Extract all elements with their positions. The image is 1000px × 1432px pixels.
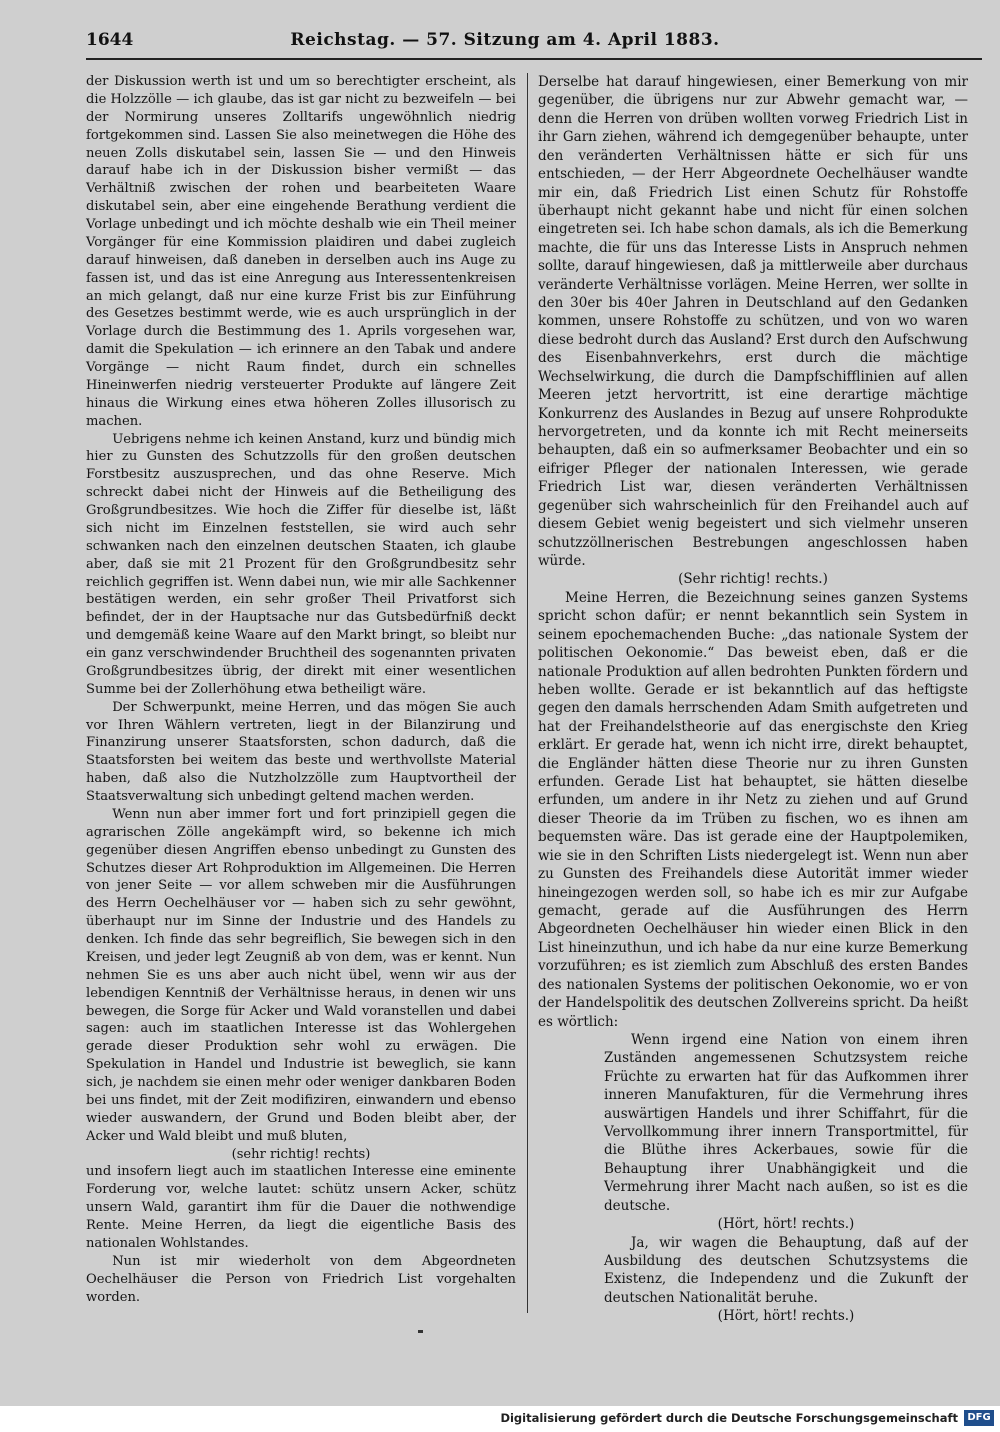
page-number: 1644 <box>86 30 134 50</box>
paragraph: Wenn nun aber immer fort und fort prinzipiell gegen die agrarischen Zölle angekämpft wird, so bekenne ich mich gegenüber diesen Angriffen ebenso unbedingt zu Gunsten des Schutzes dieser Art Rohproduktion im Allgemeinen. Die Herren von jener Seite — vor allem schweben mir die Ausführungen des Herrn Oechelhäuser vor — haben sich zu sehr gewöhnt, überhaupt nur im Sinne der Industrie und des Handels zu denken. Ich finde das sehr begreiflich, Sie bewegen sich in den Kreisen, und jeder legt Zeugniß ab von dem, was er kennt. Nun nehmen Sie es uns aber auch nicht übel, wenn wir aus der lebendigen Kenntniß der Verhältnisse heraus, in denen wir uns bewegen, die Sorge für Acker und Wald voranstellen und dabei sagen: auch im staatlichen Interesse ist das Wohlergehen gerade dieser Produktion sehr wohl zu erwägen. Die Spekulation in Handel und Industrie ist beweglich, sie kann sich, je nachdem sie einen mehr oder weniger dankbaren Boden bei uns findet, mit der Zeit modifiziren, einwandern und ebenso wieder auswandern, der Grund und Boden bleibt aber, der Acker und Wald bleibt und muß bluten, <box>86 806 516 1144</box>
paragraph: Ja, wir wagen die Behauptung, daß auf der Ausbildung des deutschen Schutzsystems die Existenz, die Independenz und die Zukunft der deutschen Nationalität beruhe. <box>604 1234 968 1306</box>
footer-bar <box>0 1406 1000 1432</box>
interjection: (Sehr richtig! rechts.) <box>678 571 828 588</box>
paragraph: Wenn irgend eine Nation von einem ihren Zuständen angemessenen Schutzsystem reiche Früchte zu erwarten hat für das Aufkommen ihrer inneren Manufakturen, für die Vermehrung ihres auswärtigen Handels und ihrer Schiffahrt, für die Vervollkommung ihrer innern Transportmittel, für die Blüthe ihres Ackerbaues, sowie für die Behauptung ihrer Unabhängigkeit und die Vermehrung ihrer Macht nach außen, so ist es die deutsche. <box>604 1031 968 1214</box>
interjection: (Hört, hört! rechts.) <box>717 1216 855 1233</box>
footer-credit: Digitalisierung gefördert durch die Deutsche Forschungsgemeinschaft <box>500 1411 958 1425</box>
paragraph: Der Schwerpunkt, meine Herren, und das mögen Sie auch vor Ihren Wählern vertreten, liegt in der Bilanzirung und Finanzirung unserer Staatsforsten, schon dadurch, daß die Staatsforsten bei weitem das beste und werthvollste Material haben, daß also die Nutzholzzölle zum Hauptvortheil der Staatsverwaltung sich unbedingt geltend machen werden. <box>86 699 516 804</box>
interjection: (Hört, hört! rechts.) <box>717 1308 855 1325</box>
dfg-logo: DFG <box>964 1410 994 1426</box>
header-rule <box>86 58 982 60</box>
page-mark <box>418 1330 423 1333</box>
left-text-column <box>86 73 516 1306</box>
paragraph: Meine Herren, die Bezeichnung seines ganzen Systems spricht schon dafür; er nennt bekanntlich sein System in seinem epochemachenden Buche: „das nationale System der politischen Oekonomie.“ Das beweist eben, daß er die nationale Produktion auf allen bedrohten Punkten fördern und heben wollte. Gerade er ist bekanntlich auf das heftigste gegen den damals herrschenden Adam Smith aufgetreten und hat der Freihandelstheorie auf das energischste den Krieg erklärt. Er gerade hat, wenn ich nicht irre, direkt behauptet, die Engländer hätten diese Theorie nur zu ihren Gunsten erfunden. Gerade List hat behauptet, sie hätten dieselbe erfunden, um andere in ihr Netz zu ziehen und auf Grund dieser Theorie da im Trüben zu fischen, wo es ihnen am bequemsten wäre. Das ist gerade eine der Hauptpolemiken, wie sie in den Schriften Lists niedergelegt ist. Wenn nun aber zu Gunsten des Freihandels diese Autorität immer wieder hineingezogen werden soll, so habe ich es mir zur Aufgabe gemacht, gerade auf die Ausführungen des Herrn Abgeordneten Oechelhäuser hin wieder einen Blick in den List hineinzuthun, und ich habe da nur eine kurze Bemerkung vorzuführen; es ist ziemlich zum Abschluß des ersten Bandes des nationalen Systems der politischen Oekonomie, wo er von der Handelspolitik des deutschen Zollvereins spricht. Da heißt es wörtlich: <box>538 589 968 1030</box>
paragraph: der Diskussion werth ist und um so berechtigter erscheint, als die Holzzölle — ich glaube, das ist gar nicht zu bezweifeln — bei der Normirung unseres Zolltarifs ungewöhnlich niedrig fortgekommen sind. Lassen Sie also meinetwegen die Höhe des neuen Zolls diskutabel sein, lassen Sie — und den Hinweis darauf habe ich in der Diskussion bisher vermißt — das Verhältniß zwischen der rohen und bearbeiteten Waare diskutabel sein, aber eine eingehende Berathung verdient die Vorlage unbedingt und ich möchte deshalb wie ein Theil meiner Vorgänger für eine Kommission plaidiren und dabei zugleich darauf hinweisen, daß daneben in derselben auch ins Auge zu fassen ist, und das ist eine Anregung aus Interessentenkreisen an mich gelangt, daß nur eine kurze Frist bis zur Einführung des Gesetzes bestimmt werde, wie es auch ursprünglich in der Vorlage durch die Bestimmung des 1. Aprils vorgesehen war, damit die Spekulation — ich erinnere an den Tabak und andere Vorgänge — nicht Raum findet, durch ein schnelles Hineinwerfen niedrig versteuerter Produkte auf längere Zeit hinaus die Wirkung eines etwa höheren Zolles illusorisch zu machen. <box>86 74 516 429</box>
paragraph: und insofern liegt auch im staatlichen Interesse eine eminente Forderung vor, welche lautet: schütz unsern Acker, schütz unsern Wald, garantirt ihm für die Dauer die nothwendige Rente. Meine Herren, da liegt die eigentliche Basis des nationalen Wohlstandes. <box>86 1164 516 1251</box>
paragraph: Nun ist mir wiederholt von dem Abgeordneten Oechelhäuser die Person von Friedrich List vorgehalten worden. <box>86 1253 516 1305</box>
running-header <box>86 30 924 58</box>
right-text-column <box>538 73 968 1326</box>
header-title: Reichstag. — 57. Sitzung am 4. April 1883. <box>290 30 720 50</box>
paragraph: Derselbe hat darauf hingewiesen, einer Bemerkung von mir gegenüber, die übrigens nur zur Abwehr gemacht war, — denn die Herren von drüben wollten vorweg Friedrich List in ihr Garn ziehen, während ich demgegenüber behaupte, unter den veränderten Verhältnissen hätte er sich für uns entschieden, — der Herr Abgeordnete Oechelhäuser wandte mir ein, daß Friedrich List einen Schutz für Rohstoffe überhaupt nicht gekannt habe und nicht für einen solchen eingetreten sei. Ich habe schon damals, als ich die Bemerkung machte, die für uns das Interesse Lists in Anspruch nehmen sollte, darauf hingewiesen, daß ja mittlerweile aber durchaus veränderte Verhältnisse vorlägen. Meine Herren, wer sollte in den 30er bis 40er Jahren in Deutschland auf den Gedanken kommen, unsere Rohstoffe zu schützen, und von wo waren diese bedroht durch das Ausland? Erst durch den Aufschwung des Eisenbahnverkehrs, erst durch die mächtige Wechselwirkung, die durch die Dampfschifflinien auf allen Meeren jetzt hervortritt, ist eine derartige mächtige Konkurrenz des Auslandes in Bezug auf unsere Rohprodukte hervorgetreten, und da konnte ich mit Recht meinerseits behaupten, daß ein so aufmerksamer Beobachter und ein so eifriger Pfleger der nationalen Interessen, wie gerade Friedrich List war, diesen veränderten Verhältnissen gegenüber sich wahrscheinlich für den Freihandel auch auf diesem Gebiet wenig begeistert und sich vielmehr unseren schutzzöllnerischen Bestrebungen angeschlossen haben würde. <box>538 74 968 569</box>
interjection: (sehr richtig! rechts) <box>231 1146 371 1162</box>
column-divider <box>527 73 528 1313</box>
paragraph: Uebrigens nehme ich keinen Anstand, kurz und bündig mich hier zu Gunsten des Schutzzolls für den großen deutschen Forstbesitz auszusprechen, und das ohne Reserve. Mich schreckt dabei nicht der Hinweis auf die Betheiligung des Großgrundbesitzes. Wie hoch die Ziffer für dieselbe ist, läßt sich nicht im Einzelnen feststellen, sie wird auch sehr schwanken nach den einzelnen deutschen Staaten, ich glaube aber, daß sie mit 21 Prozent für den Großgrundbesitz sehr reichlich gegriffen ist. Wenn dabei nun, wie mir alle Sachkenner bestätigen werden, ein sehr großer Theil Privatforst sich befindet, der in der Hauptsache nur das Gutsbedürfniß deckt und demgemäß keine Waare auf den Markt bringt, so bleibt nur ein ganz verschwindender Bruchtheil des sogenannten privaten Großgrundbesitzes übrig, der direkt mit einer wesentlichen Summe bei der Zollerhöhung etwa betheiligt wäre. <box>86 431 516 697</box>
